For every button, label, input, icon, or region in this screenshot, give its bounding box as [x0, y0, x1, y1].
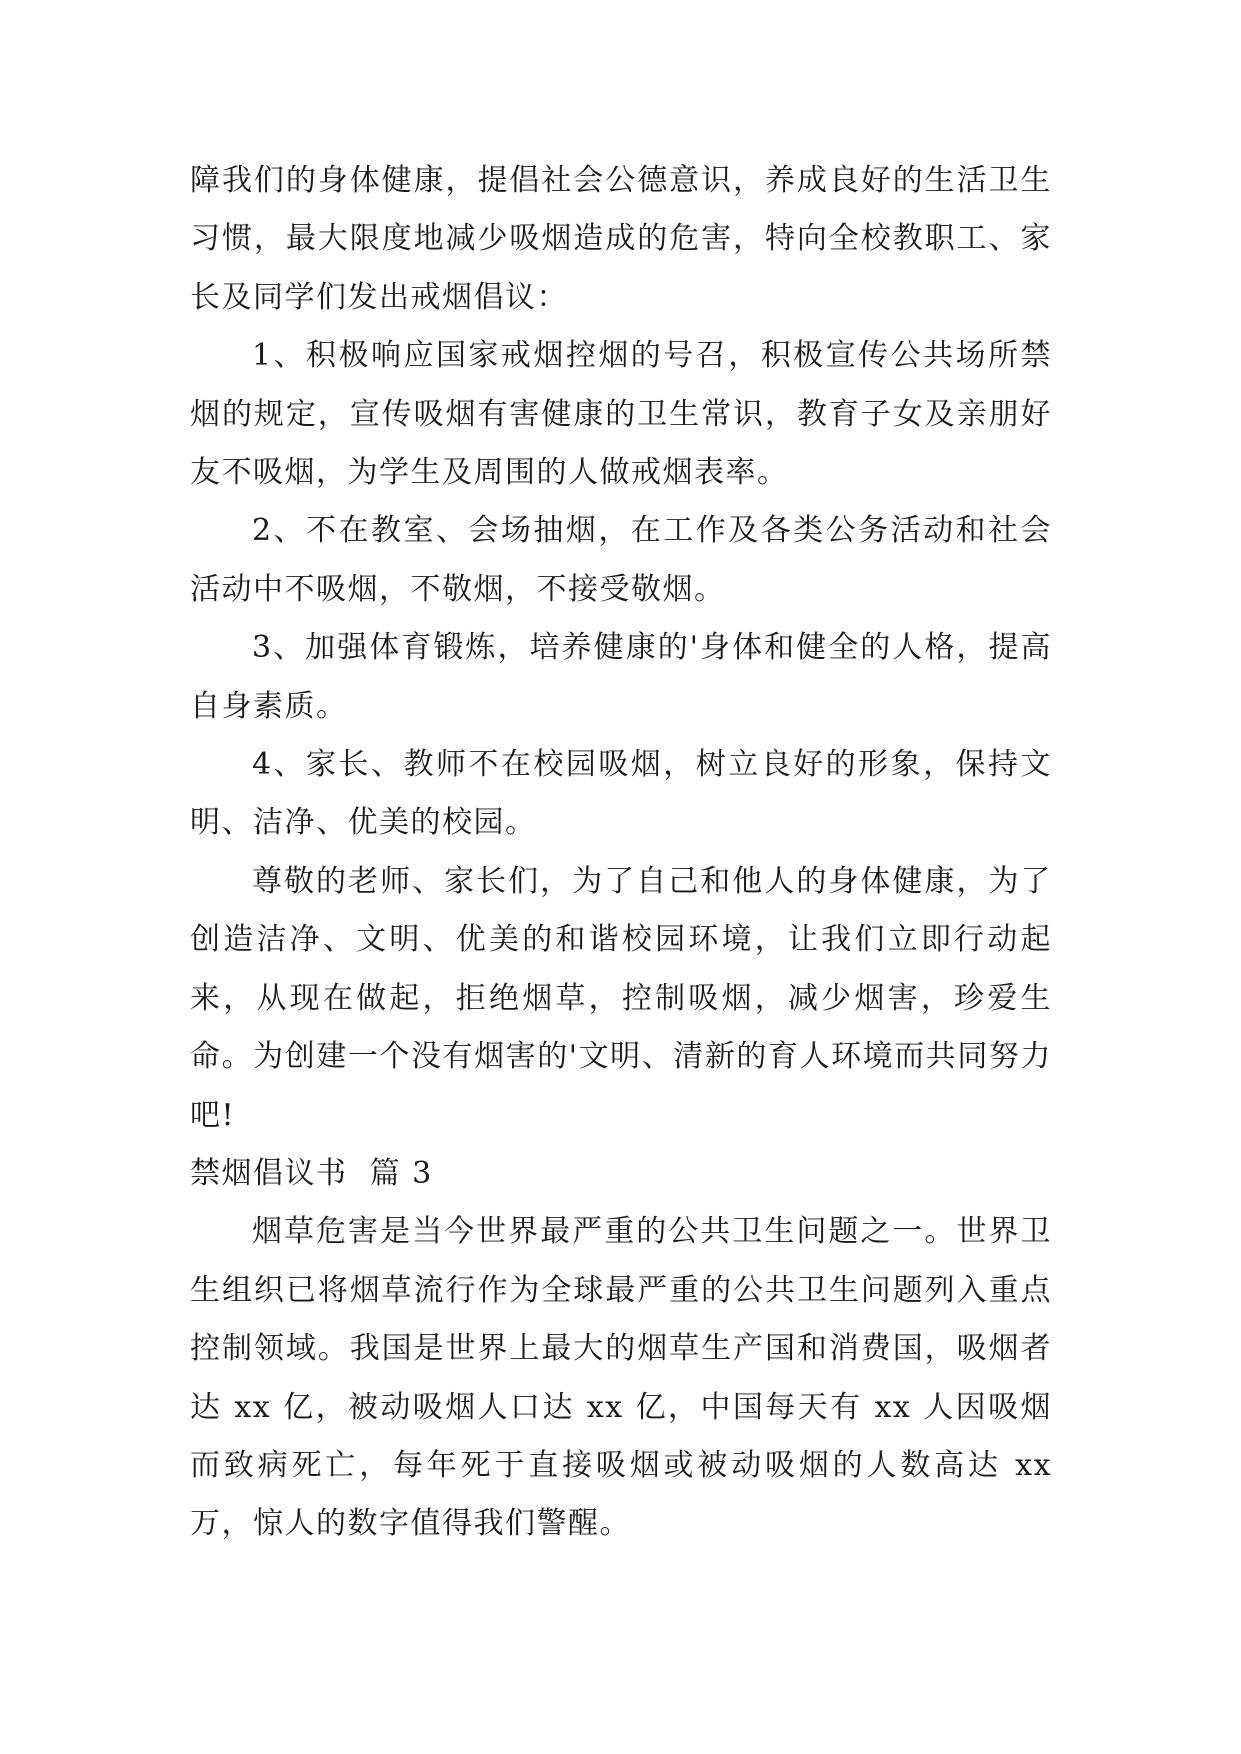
paragraph-item-1: 1、积极响应国家戒烟控烟的号召，积极宣传公共场所禁烟的规定，宣传吸烟有害健康的卫生常识，教育子女及亲朋好友不吸烟，为学生及周围的人做戒烟表率。 [190, 338, 1052, 491]
paragraph-intro-continuation: 障我们的身体健康，提倡社会公德意识，养成良好的生活卫生习惯，最大限度地减少吸烟造成的危害，特向全校教职工、家长及同学们发出戒烟倡议： [190, 163, 1052, 315]
paragraph-item-2: 2、不在教室、会场抽烟，在工作及各类公务活动和社会活动中不吸烟，不敬烟，不接受敬烟。 [190, 513, 1052, 607]
paragraph-item-4: 4、家长、教师不在校园吸烟，树立良好的形象，保持文明、洁净、优美的校园。 [190, 747, 1052, 841]
document-body [190, 152, 1052, 1554]
section-heading: 禁烟倡议书 篇 3 [190, 1155, 433, 1191]
paragraph-item-3: 3、加强体育锻炼，培养健康的'身体和健全的人格，提高自身素质。 [190, 630, 1052, 724]
paragraph-section-3-body: 烟草危害是当今世界最严重的公共卫生问题之一。世界卫生组织已将烟草流行作为全球最严重的公共卫生问题列入重点控制领域。我国是世界上最大的烟草生产国和消费国，吸烟者达 xx 亿，被动吸烟人口达 xx 亿，中国每天有 xx 人因吸烟而致病死亡，每年死于直接吸烟或被动吸烟的人数高达 xx 万，惊人的数字值得我们警醒。 [190, 1214, 1052, 1542]
paragraph-closing-appeal: 尊敬的老师、家长们，为了自己和他人的身体健康，为了创造洁净、文明、优美的和谐校园环境，让我们立即行动起来，从现在做起，拒绝烟草，控制吸烟，减少烟害，珍爱生命。为创建一个没有烟害的'文明、清新的育人环境而共同努力吧! [190, 863, 1052, 1133]
